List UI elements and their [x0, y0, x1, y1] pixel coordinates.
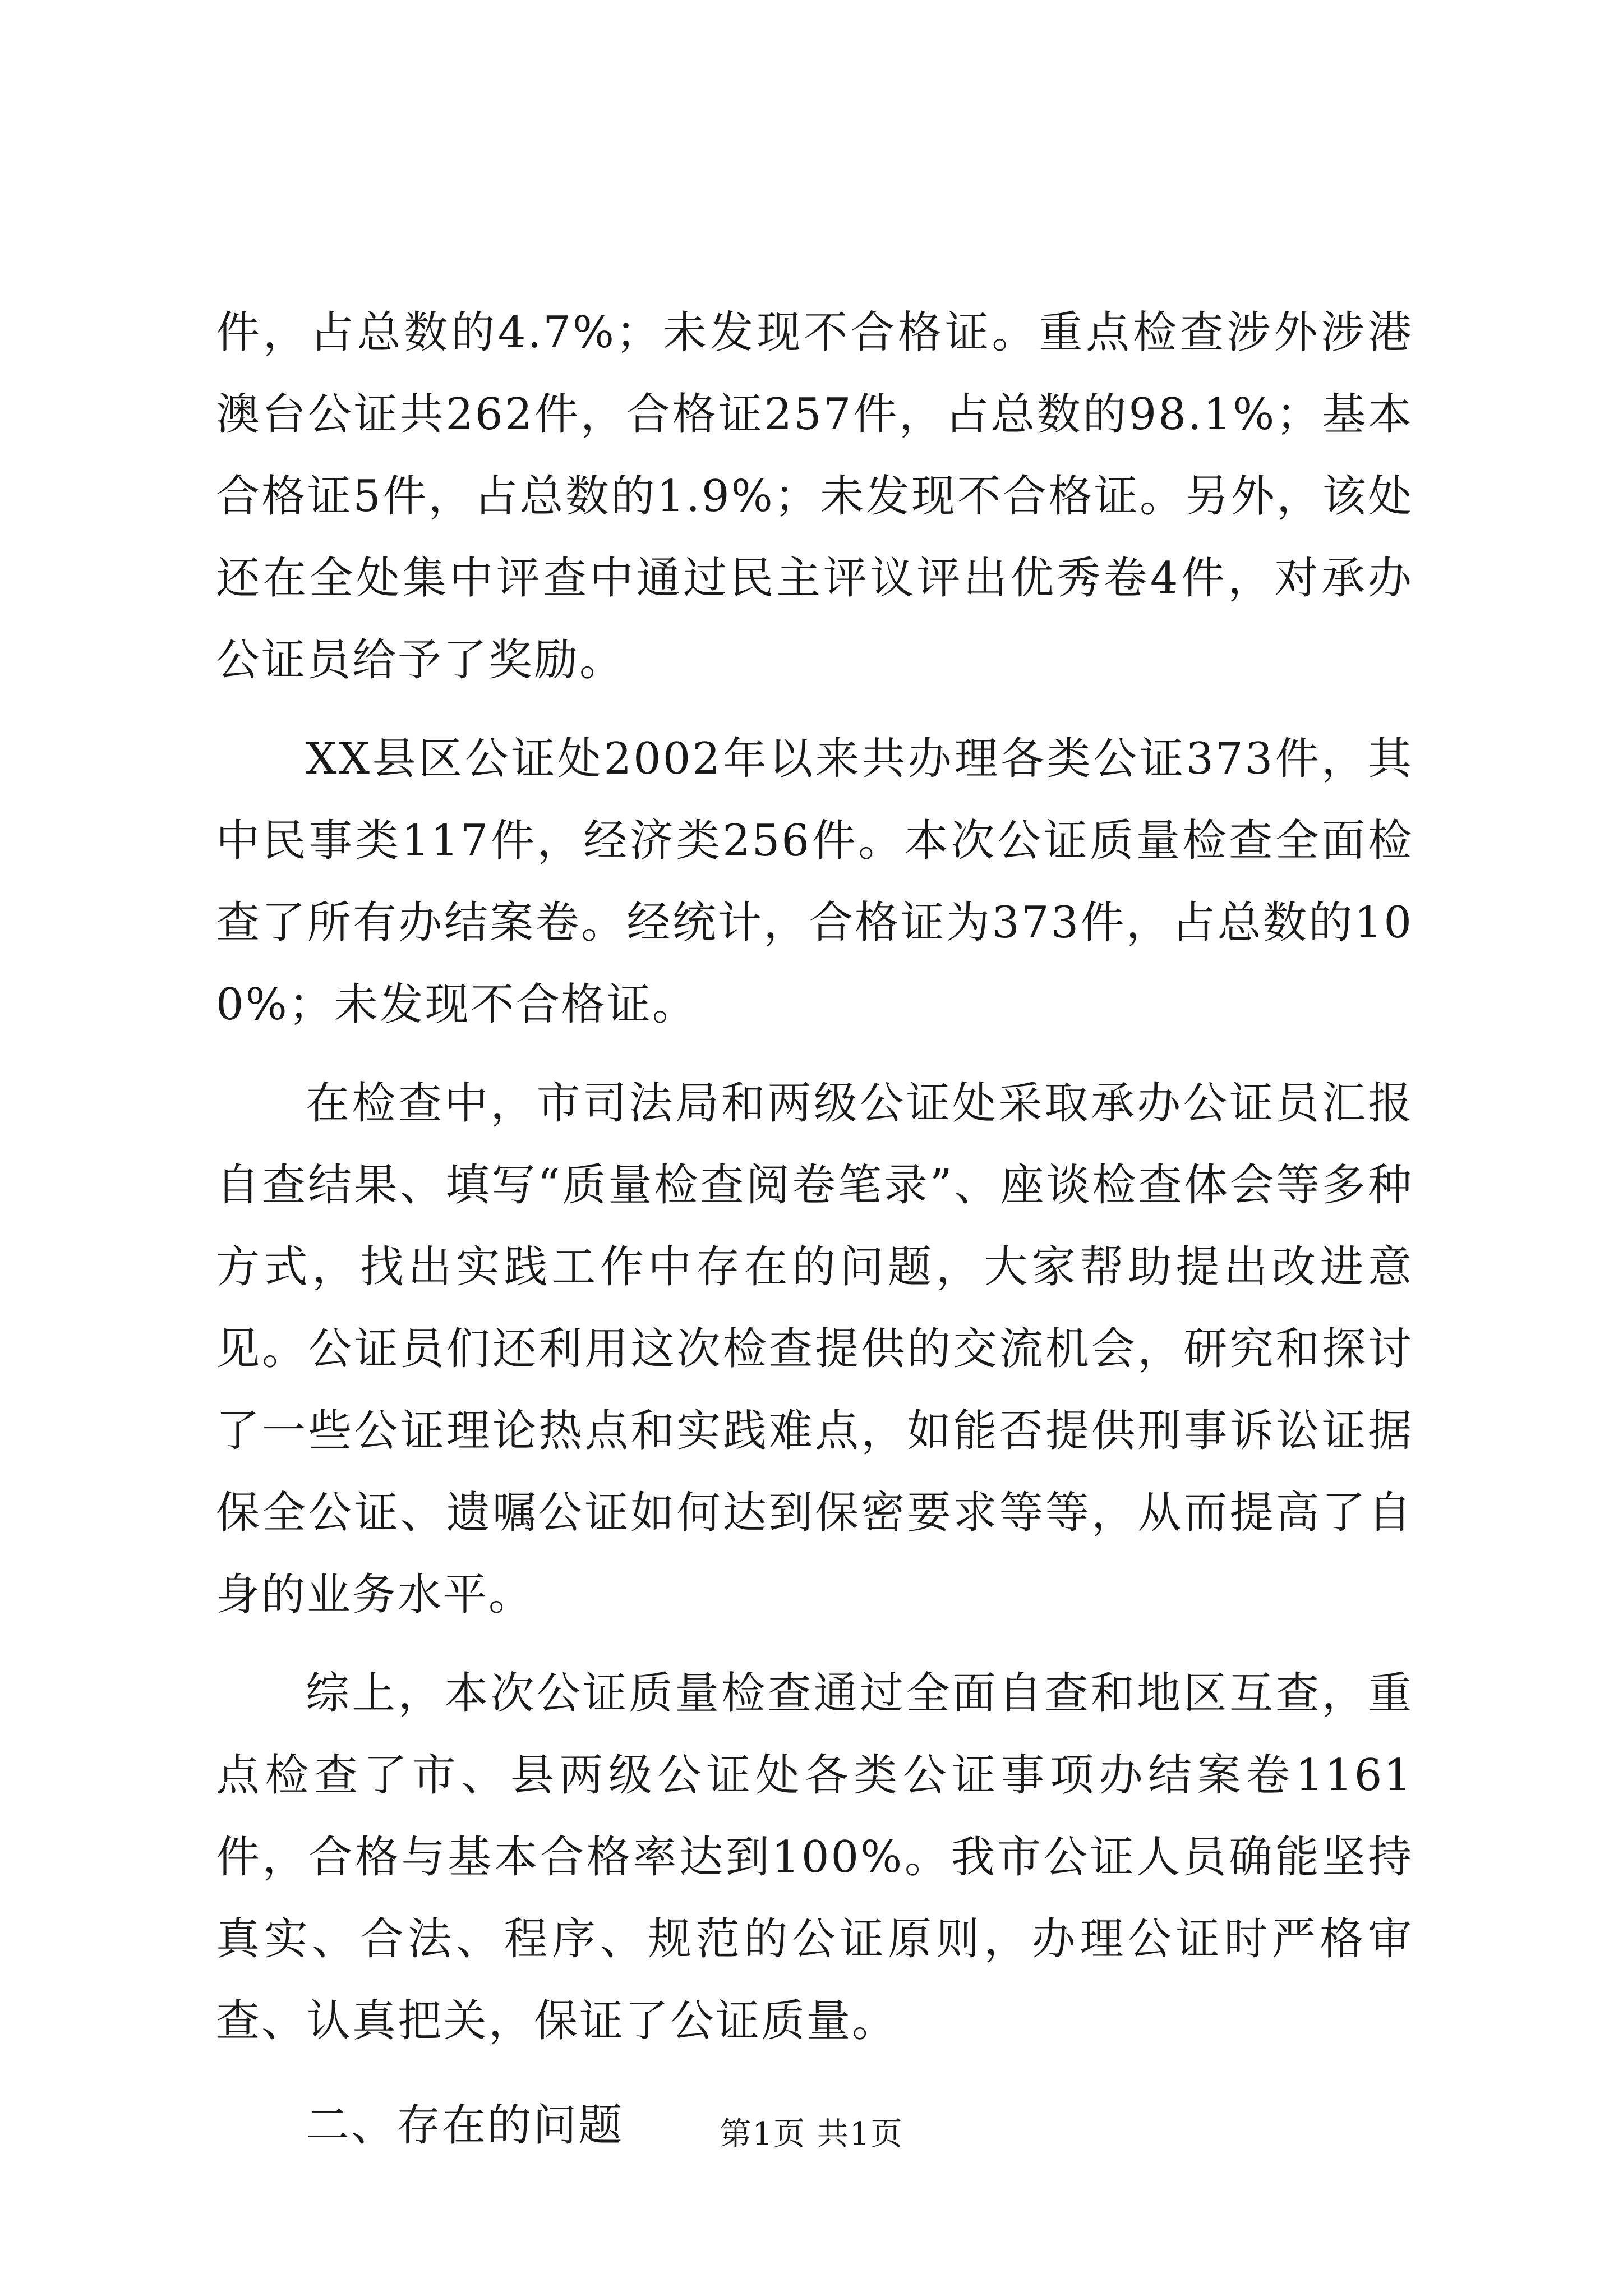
section-heading-problems: 二、存在的问题: [306, 2100, 624, 2151]
paragraph-inspection-methods: 在检查中，市司法局和两级公证处采取承办公证员汇报自查结果、填写“质量检查阅卷笔录”、座谈检查体会等多种方式，找出实践工作中存在的问题，大家帮助提出改进意见。公证员们还利用这次检查提供的交流机会，研究和探讨了一些公证理论热点和实践难点，如能否提供刑事诉讼证据保全公证、遗嘱公证如何达到保密要求等等，从而提高了自身的业务水平。: [216, 1078, 1413, 1620]
paragraph-county-office: XX县区公证处2002年以来共办理各类公证373件，其中民事类117件，经济类256件。本次公证质量检查全面检查了所有办结案卷。经统计，合格证为373件，占总数的100%；未发现不合格证。: [216, 734, 1413, 1030]
document-body: [216, 292, 1413, 2166]
paragraph-summary: 综上，本次公证质量检查通过全面自查和地区互查，重点检查了市、县两级公证处各类公证事项办结案卷1161件，合格与基本合格率达到100%。我市公证人员确能坚持真实、合法、程序、规范的公证原则，办理公证时严格审查、认真把关，保证了公证质量。: [216, 1668, 1413, 2046]
page-footer: 第1页 共1页: [720, 2116, 903, 2152]
paragraph-continuation: 件，占总数的4.7%；未发现不合格证。重点检查涉外涉港澳台公证共262件，合格证257件，占总数的98.1%；基本合格证5件，占总数的1.9%；未发现不合格证。另外，该处还在全处集中评查中通过民主评议评出优秀卷4件，对承办公证员给予了奖励。: [216, 307, 1413, 685]
